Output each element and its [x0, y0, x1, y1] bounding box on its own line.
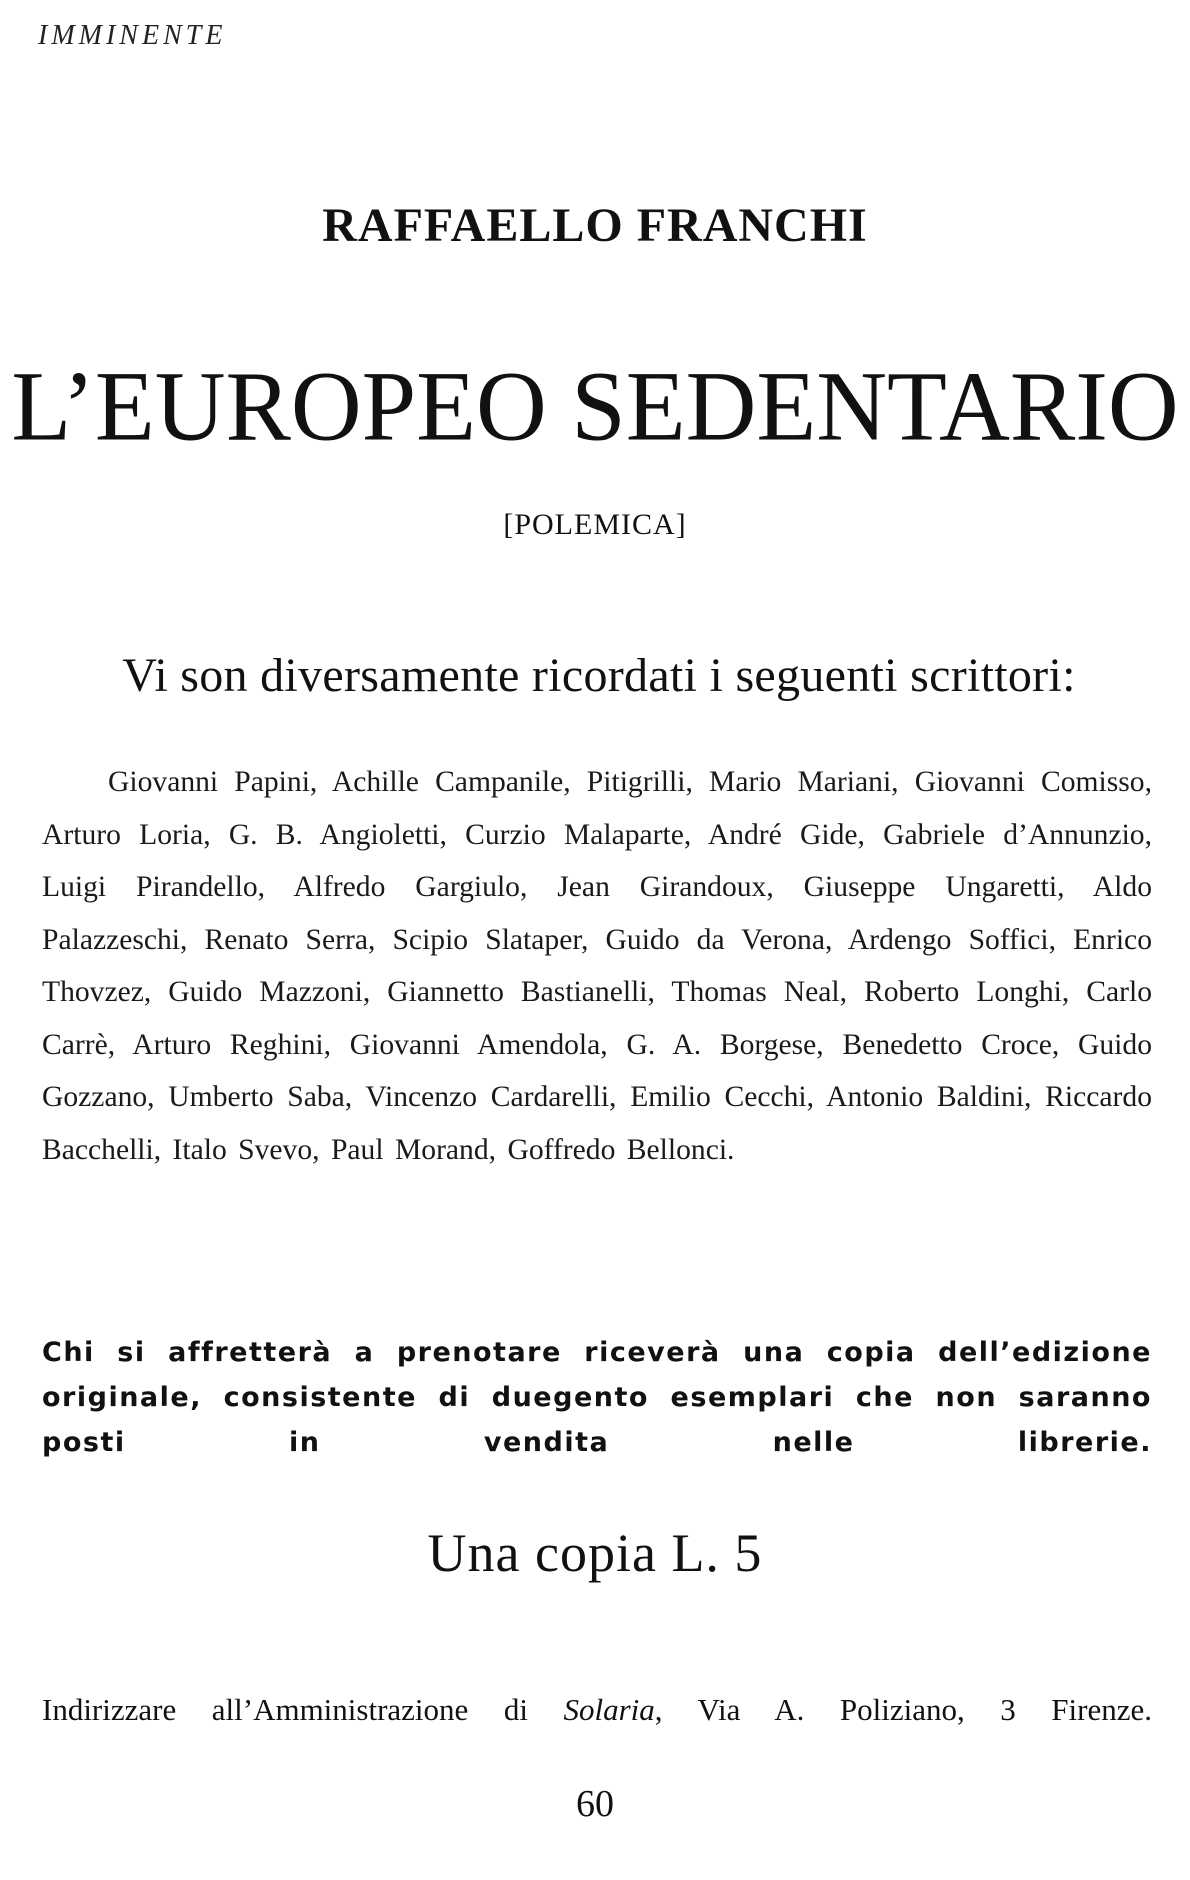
reservation-notice: Chi si affretterà a prenotare riceverà una copia dell’edizione originale, consistente di duegento esemplari che non saranno posti in vendita nelle librerie.: [42, 1337, 1152, 1458]
book-title: L’EUROPEO SEDENTARIO: [11, 351, 1179, 463]
journal-name: Solaria: [563, 1692, 655, 1727]
book-subtitle: [POLEMICA]: [503, 508, 687, 541]
price-line: Una copia L. 5: [427, 1523, 763, 1583]
author-name: RAFFAELLO FRANCHI: [322, 199, 868, 252]
address-suffix: , Via A. Poliziano, 3 Firenze.: [654, 1692, 1152, 1727]
writers-paragraph: Giovanni Papini, Achille Campanile, Pitigrilli, Mario Mariani, Giovanni Comisso, Arturo Loria, G. B. Angioletti, Curzio Malaparte, André Gide, Gabriele d’Annunzio, Luigi Pirandello, Alfredo Gargiulo, Jean Girandoux, Giuseppe Ungaretti, Aldo Palazzeschi, Renato Serra, Scipio Slataper, Guido da Verona, Ardengo Soffici, Enrico Thovzez, Guido Mazzoni, Giannetto Bastianelli, Thomas Neal, Roberto Longhi, Carlo Carrè, Arturo Reghini, Giovanni Amendola, G. A. Borgese, Benedetto Croce, Guido Gozzano, Umberto Saba, Vincenzo Cardarelli, Emilio Cecchi, Antonio Baldini, Riccardo Bacchelli, Italo Svevo, Paul Morand, Goffredo Bellonci.: [42, 766, 1152, 1166]
address-prefix: Indirizzare all’Amministrazione di: [42, 1692, 528, 1727]
address-line: [42, 1692, 1152, 1728]
running-head: IMMINENTE: [38, 20, 227, 51]
writers-list-heading: Vi son diversamente ricordati i seguenti scrittori:: [122, 649, 1076, 702]
page-number: 60: [576, 1783, 614, 1825]
